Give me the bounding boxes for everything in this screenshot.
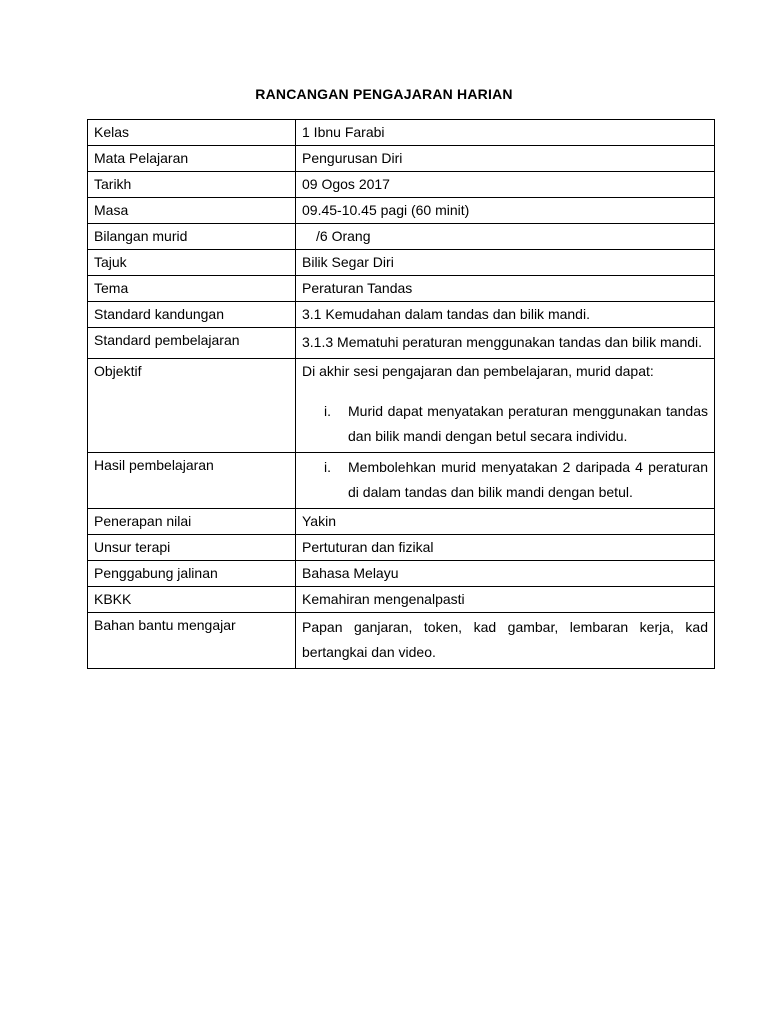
row-value: /6 Orang (316, 228, 371, 244)
row-value-cell (296, 613, 715, 669)
table-row-standard-kandungan (88, 302, 715, 328)
table-row-hasil-pembelajaran (88, 453, 715, 509)
row-value: Pertuturan dan fizikal (296, 535, 715, 561)
row-label: Bahan bantu mengajar (88, 613, 296, 669)
document-title: RANCANGAN PENGAJARAN HARIAN (255, 86, 513, 102)
row-value: Bilik Segar Diri (296, 250, 715, 276)
table-row-penerapan-nilai (88, 509, 715, 535)
table-row-tema (88, 276, 715, 302)
table-row-kbkk (88, 587, 715, 613)
row-value: 09 Ogos 2017 (296, 172, 715, 198)
row-value: 3.1 Kemudahan dalam tandas dan bilik mandi. (296, 302, 715, 328)
table-row-mata-pelajaran (88, 146, 715, 172)
row-value: 3.1.3 Mematuhi peraturan menggunakan tandas dan bilik mandi. (302, 334, 703, 350)
table-row-objektif (88, 359, 715, 453)
table-row-standard-pembelajaran (88, 328, 715, 359)
row-value: Papan ganjaran, token, kad gambar, lembaran kerja, kad bertangkai dan video. (302, 619, 708, 660)
row-value: Bahasa Melayu (296, 561, 715, 587)
table-row-tarikh (88, 172, 715, 198)
row-label: Standard pembelajaran (88, 328, 296, 359)
table-row-unsur-terapi (88, 535, 715, 561)
row-label: Tajuk (88, 250, 296, 276)
list-item (302, 455, 708, 505)
list-item-text: Membolehkan murid menyatakan 2 daripada 4 peraturan di dalam tandas dan bilik mandi dengan betul. (348, 459, 708, 500)
row-label: Mata Pelajaran (88, 146, 296, 172)
row-label: Unsur terapi (88, 535, 296, 561)
row-label: Penerapan nilai (88, 509, 296, 535)
row-value: Pengurusan Diri (296, 146, 715, 172)
table-row-tajuk (88, 250, 715, 276)
row-label: Bilangan murid (88, 224, 296, 250)
row-value-cell (296, 328, 715, 359)
list-marker: i. (324, 459, 331, 475)
table-row-bahan-bantu-mengajar (88, 613, 715, 669)
row-label: Standard kandungan (88, 302, 296, 328)
lesson-plan-table (87, 119, 715, 669)
row-label: KBKK (88, 587, 296, 613)
row-value-cell (296, 224, 715, 250)
list-item (302, 399, 708, 449)
row-label: Hasil pembelajaran (88, 453, 296, 509)
table-row-masa (88, 198, 715, 224)
row-label: Objektif (88, 359, 296, 453)
row-label: Tarikh (88, 172, 296, 198)
row-label: Kelas (88, 120, 296, 146)
list-item-text: Murid dapat menyatakan peraturan menggunakan tandas dan bilik mandi dengan betul secara individu. (348, 403, 708, 444)
row-value: 1 Ibnu Farabi (296, 120, 715, 146)
row-label: Penggabung jalinan (88, 561, 296, 587)
row-value-cell (296, 359, 715, 453)
table-row-penggabung-jalinan (88, 561, 715, 587)
table-row-bilangan-murid (88, 224, 715, 250)
objective-intro: Di akhir sesi pengajaran dan pembelajaran, murid dapat: (302, 363, 654, 379)
row-label: Masa (88, 198, 296, 224)
table-row-kelas (88, 120, 715, 146)
row-value: Kemahiran mengenalpasti (296, 587, 715, 613)
row-value: Peraturan Tandas (296, 276, 715, 302)
row-value: Yakin (296, 509, 715, 535)
list-marker: i. (324, 403, 331, 419)
row-label: Tema (88, 276, 296, 302)
row-value: 09.45-10.45 pagi (60 minit) (296, 198, 715, 224)
row-value-cell (296, 453, 715, 509)
